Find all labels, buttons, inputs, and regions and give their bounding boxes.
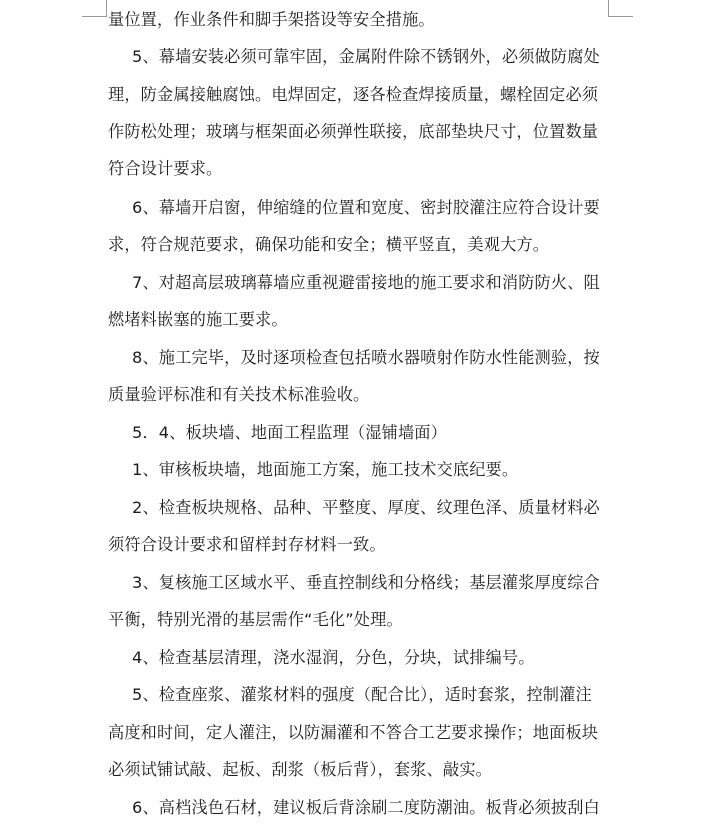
text-line: 作防松处理；玻璃与框架面必须弹性联接，底部垫块尺寸，位置数量 [108, 122, 599, 141]
margin-corner-mark-left [82, 0, 107, 17]
text-line: 质量验评标准和有关技术标准验收。 [108, 385, 370, 404]
text-line: 符合设计要求。 [108, 159, 223, 178]
text-line: 6、幕墙开启窗，伸缩缝的位置和宽度、密封胶灌注应符合设计要 [132, 198, 600, 217]
text-line: 量位置，作业条件和脚手架搭设等安全措施。 [108, 10, 435, 29]
text-line: 求，符合规范要求，确保功能和安全；横平竖直，美观大方。 [108, 235, 550, 254]
text-line: 理，防金属接触腐蚀。电焊固定，逐各检查焊接质量，螺栓固定必须 [108, 85, 599, 104]
text-line: 须符合设计要求和留样封存材料一致。 [108, 535, 386, 554]
text-line: 7、对超高层玻璃幕墙应重视避雷接地的施工要求和消防防火、阻 [132, 273, 600, 292]
text-line: 燃堵料嵌塞的施工要求。 [108, 310, 288, 329]
text-line: 4、检查基层清理，浇水湿润，分色，分块，试排编号。 [132, 648, 535, 667]
text-line: 5、检查座浆、灌浆材料的强度（配合比），适时套浆，控制灌注 [132, 685, 592, 704]
text-line: 3、复核施工区域水平、垂直控制线和分格线；基层灌浆厚度综合 [132, 573, 600, 592]
text-line: 1、审核板块墙，地面施工方案，施工技术交底纪要。 [132, 460, 519, 479]
margin-corner-mark-right [608, 0, 633, 17]
section-heading: 5．4、板块墙、地面工程监理（湿铺墙面） [132, 423, 447, 442]
text-line: 5、幕墙安装必须可靠牢固，金属附件除不锈钢外，必须做防腐处 [132, 47, 600, 66]
text-line: 平衡，特别光滑的基层需作“毛化”处理。 [108, 610, 403, 629]
text-line: 6、高档浅色石材，建议板后背涂刷二度防潮油。板背必须披刮白 [132, 798, 600, 817]
text-line: 必须试铺试敲、起板、刮浆（板后背），套浆、敲实。 [108, 760, 492, 779]
text-line: 2、检查板块规格、品种、平整度、厚度、纹理色泽、质量材料必 [132, 498, 600, 517]
text-line: 8、施工完毕，及时逐项检查包括喷水器喷射作防水性能测验，按 [132, 348, 600, 367]
text-line: 高度和时间，定人灌注，以防漏灌和不答合工艺要求操作；地面板块 [108, 723, 599, 742]
